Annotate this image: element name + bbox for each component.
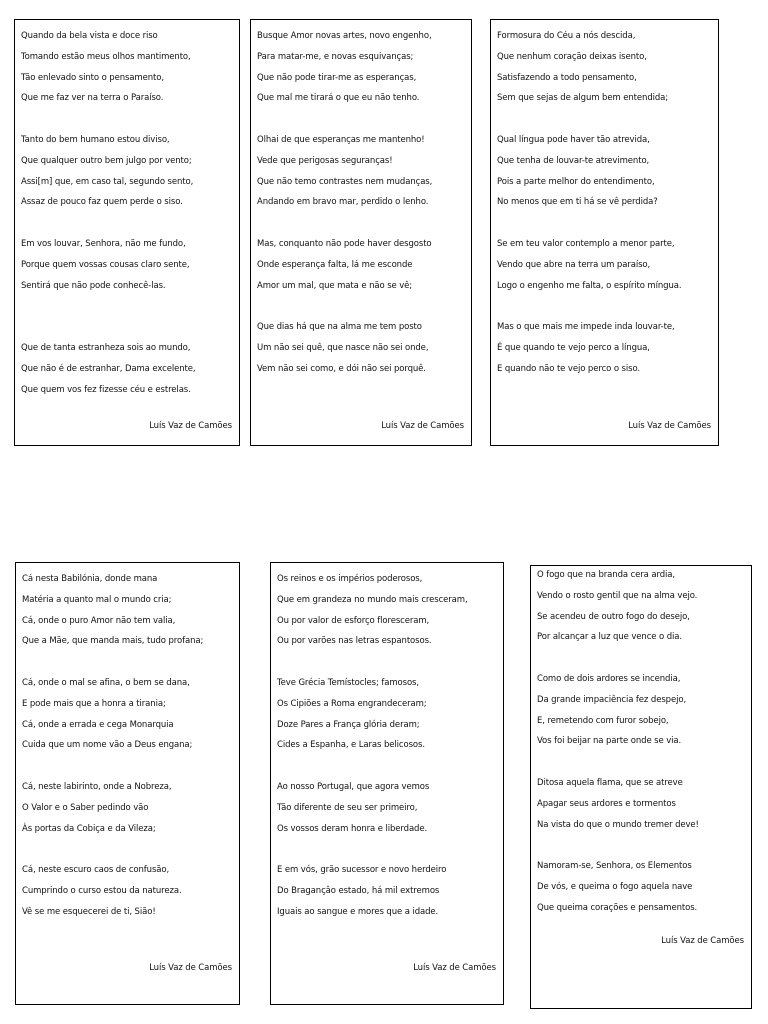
poem-line: Logo o engenho me falta, o espírito míngua. <box>497 280 682 291</box>
poem-author: Luís Vaz de Camões <box>149 963 232 973</box>
poem-line: Quando da bela vista e doce riso <box>21 31 158 41</box>
poem-line: Vem não sei como, e dói não sei porquê. <box>257 363 426 374</box>
poem-author: Luís Vaz de Camões <box>661 936 744 946</box>
poem-line: Mas o que mais me impede inda louvar-te, <box>497 322 675 333</box>
poem-line: Cides a Espanha, e Laras belicosos. <box>277 740 425 751</box>
poem-line: Um não sei quê, que nasce não sei onde, <box>257 342 429 353</box>
poem-author: Luís Vaz de Camões <box>413 963 496 973</box>
poem-line: Cuida que um nome vão a Deus engana; <box>22 740 193 751</box>
poem-line: Cá, neste labirinto, onde a Nobreza, <box>22 781 172 792</box>
poem-line: De vós, e queima o fogo aquela nave <box>537 881 693 892</box>
poem-text <box>257 26 432 380</box>
poem-line: E quando não te vejo perco o siso. <box>497 363 641 374</box>
poem-line: Da grande impaciência fez despejo, <box>537 694 687 705</box>
poem-line: Que quem vos fez fizesse céu e estrelas. <box>21 384 191 395</box>
poem-author: Luís Vaz de Camões <box>628 421 711 431</box>
poem-line: Sem que sejas de algum bem entendida; <box>497 93 669 104</box>
poem-line: Que queima corações e pensamentos. <box>537 902 698 913</box>
poem-line: E, remetendo com furor sobejo, <box>537 715 669 726</box>
poem-line: Tão enlevado sinto o pensamento, <box>21 72 164 83</box>
poem-line: Que não temo contrastes nem mudanças, <box>257 176 433 187</box>
poem-line: Amor um mal, que mata e não se vê; <box>257 280 413 291</box>
poem-line: Para matar-me, e novas esquivanças; <box>257 51 414 62</box>
poem-line: Matéria a quanto mal o mundo cria; <box>22 594 172 605</box>
poem-line: Ao nosso Portugal, que agora vemos <box>277 781 430 792</box>
poem-line: Em vos louvar, Senhora, não me fundo, <box>21 238 186 249</box>
poem-line: Vê se me esquecerei de ti, Sião! <box>22 906 156 917</box>
poem-line: No menos que em ti há se vê perdida? <box>497 197 658 208</box>
poem-line: Ou por varões nas letras espantosos. <box>277 636 432 647</box>
poem-line: O fogo que na branda cera ardia, <box>537 570 676 580</box>
poem-card-2 <box>250 19 472 446</box>
poem-line: O Valor e o Saber pedindo vão <box>22 802 149 813</box>
poem-line: Vede que perigosas seguranças! <box>257 155 393 166</box>
poem-line: Pois a parte melhor do entendimento, <box>497 176 655 187</box>
poem-line: Ditosa aquela flama, que se atreve <box>537 777 683 788</box>
poem-line: Olhai de que esperanças me mantenho! <box>257 134 425 145</box>
poem-line: Satisfazendo a todo pensamento, <box>497 72 637 83</box>
poem-line: Os vossos deram honra e liberdade. <box>277 823 428 834</box>
poem-line: Tomando estão meus olhos mantimento, <box>21 51 191 62</box>
poem-line: Iguais ao sangue e mores que a idade. <box>277 906 439 917</box>
poem-text <box>537 565 699 919</box>
poem-line: Tanto do bem humano estou diviso, <box>21 134 170 145</box>
poem-line: Que dias há que na alma me tem posto <box>257 322 422 333</box>
poem-line: Onde esperança falta, lá me esconde <box>257 259 413 270</box>
poem-line: Que qualquer outro bem julgo por vento; <box>21 155 192 166</box>
poem-line: Que não pode tirar-me as esperanças, <box>257 72 417 83</box>
poem-line: Que não é de estranhar, Dama excelente, <box>21 363 196 374</box>
poem-card-3 <box>490 19 719 446</box>
poem-line: Andando em bravo mar, perdido o lenho. <box>257 197 429 208</box>
poem-author: Luís Vaz de Camões <box>381 421 464 431</box>
poem-line: É que quando te vejo perco a língua, <box>497 342 650 353</box>
poem-line: Os reinos e os impérios poderosos, <box>277 574 423 584</box>
poem-line: Teve Grécia Temístocles; famosos, <box>277 677 419 688</box>
poem-line: Busque Amor novas artes, novo engenho, <box>257 31 432 41</box>
poem-card-1 <box>14 19 240 446</box>
poem-text <box>277 569 468 923</box>
poem-line: E em vós, grão sucessor e novo herdeiro <box>277 865 447 876</box>
poem-line: Ou por valor de esforço floresceram, <box>277 615 430 626</box>
poem-line: Do Bragançâo estado, há mil extremos <box>277 885 440 896</box>
poem-line: Porque quem vossas cousas claro sente, <box>21 259 190 270</box>
poem-card-6 <box>530 565 752 1009</box>
poem-card-5 <box>270 562 504 1005</box>
poem-line: Apagar seus ardores e tormentos <box>537 798 676 809</box>
poem-text <box>21 26 196 400</box>
poem-line: Que me faz ver na terra o Paraíso. <box>21 93 164 104</box>
poem-line: Às portas da Cobiça e da Vileza; <box>22 823 156 834</box>
poem-line: Namoram-se, Senhora, os Elementos <box>537 861 692 872</box>
poem-line: Por alcançar a luz que vence o dia. <box>537 632 682 643</box>
poem-line: Doze Pares a França glória deram; <box>277 719 420 730</box>
poem-line: Tão diferente de seu ser primeiro, <box>277 802 418 813</box>
poem-line: Vendo o rosto gentil que na alma vejo. <box>537 590 698 601</box>
poem-text <box>497 26 681 380</box>
poem-line: Cá nesta Babilónia, donde mana <box>22 574 158 584</box>
poem-line: Se em teu valor contemplo a menor parte, <box>497 238 675 249</box>
poem-line: Cá, onde o puro Amor não tem valia, <box>22 615 176 626</box>
poem-line: Que nenhum coração deixas isento, <box>497 51 647 62</box>
poem-line: Que de tanta estranheza sois ao mundo, <box>21 342 191 353</box>
poem-line: E pode mais que a honra a tirania; <box>22 698 166 709</box>
poem-card-4 <box>15 562 240 1005</box>
poem-line: Os Cipiões a Roma engrandeceram; <box>277 698 427 709</box>
poem-line: Sentirá que não pode conhecê-las. <box>21 280 166 291</box>
poem-line: Que em grandeza no mundo mais cresceram, <box>277 594 468 605</box>
poem-line: Que mal me tirará o que eu não tenho. <box>257 93 420 104</box>
poem-line: Assi[m] que, em caso tal, segundo sento, <box>21 176 194 187</box>
poem-line: Que a Mãe, que manda mais, tudo profana; <box>22 636 204 647</box>
poem-line: Que tenha de louvar-te atrevimento, <box>497 155 650 166</box>
poem-line: Na vista do que o mundo tremer deve! <box>537 819 699 830</box>
poem-line: Se acendeu de outro fogo do desejo, <box>537 611 690 622</box>
poem-line: Cumprindo o curso estou da natureza. <box>22 885 182 896</box>
poem-line: Cá, onde o mal se afina, o bem se dana, <box>22 677 190 688</box>
poem-line: Assaz de pouco faz quem perde o siso. <box>21 197 183 208</box>
poem-line: Vos foi beijar na parte onde se via. <box>537 736 682 747</box>
poem-author: Luís Vaz de Camões <box>149 421 232 431</box>
poem-line: Mas, conquanto não pode haver desgosto <box>257 238 432 249</box>
poem-line: Cá, onde a errada e cega Monarquia <box>22 719 174 730</box>
poem-line: Formosura do Céu a nós descida, <box>497 31 636 41</box>
poem-text <box>22 569 203 923</box>
poem-line: Como de dois ardores se incendia, <box>537 673 681 684</box>
poem-line: Cá, neste escuro caos de confusão, <box>22 865 170 876</box>
poem-line: Qual língua pode haver tão atrevida, <box>497 134 650 145</box>
poem-line: Vendo que abre na terra um paraíso, <box>497 259 651 270</box>
